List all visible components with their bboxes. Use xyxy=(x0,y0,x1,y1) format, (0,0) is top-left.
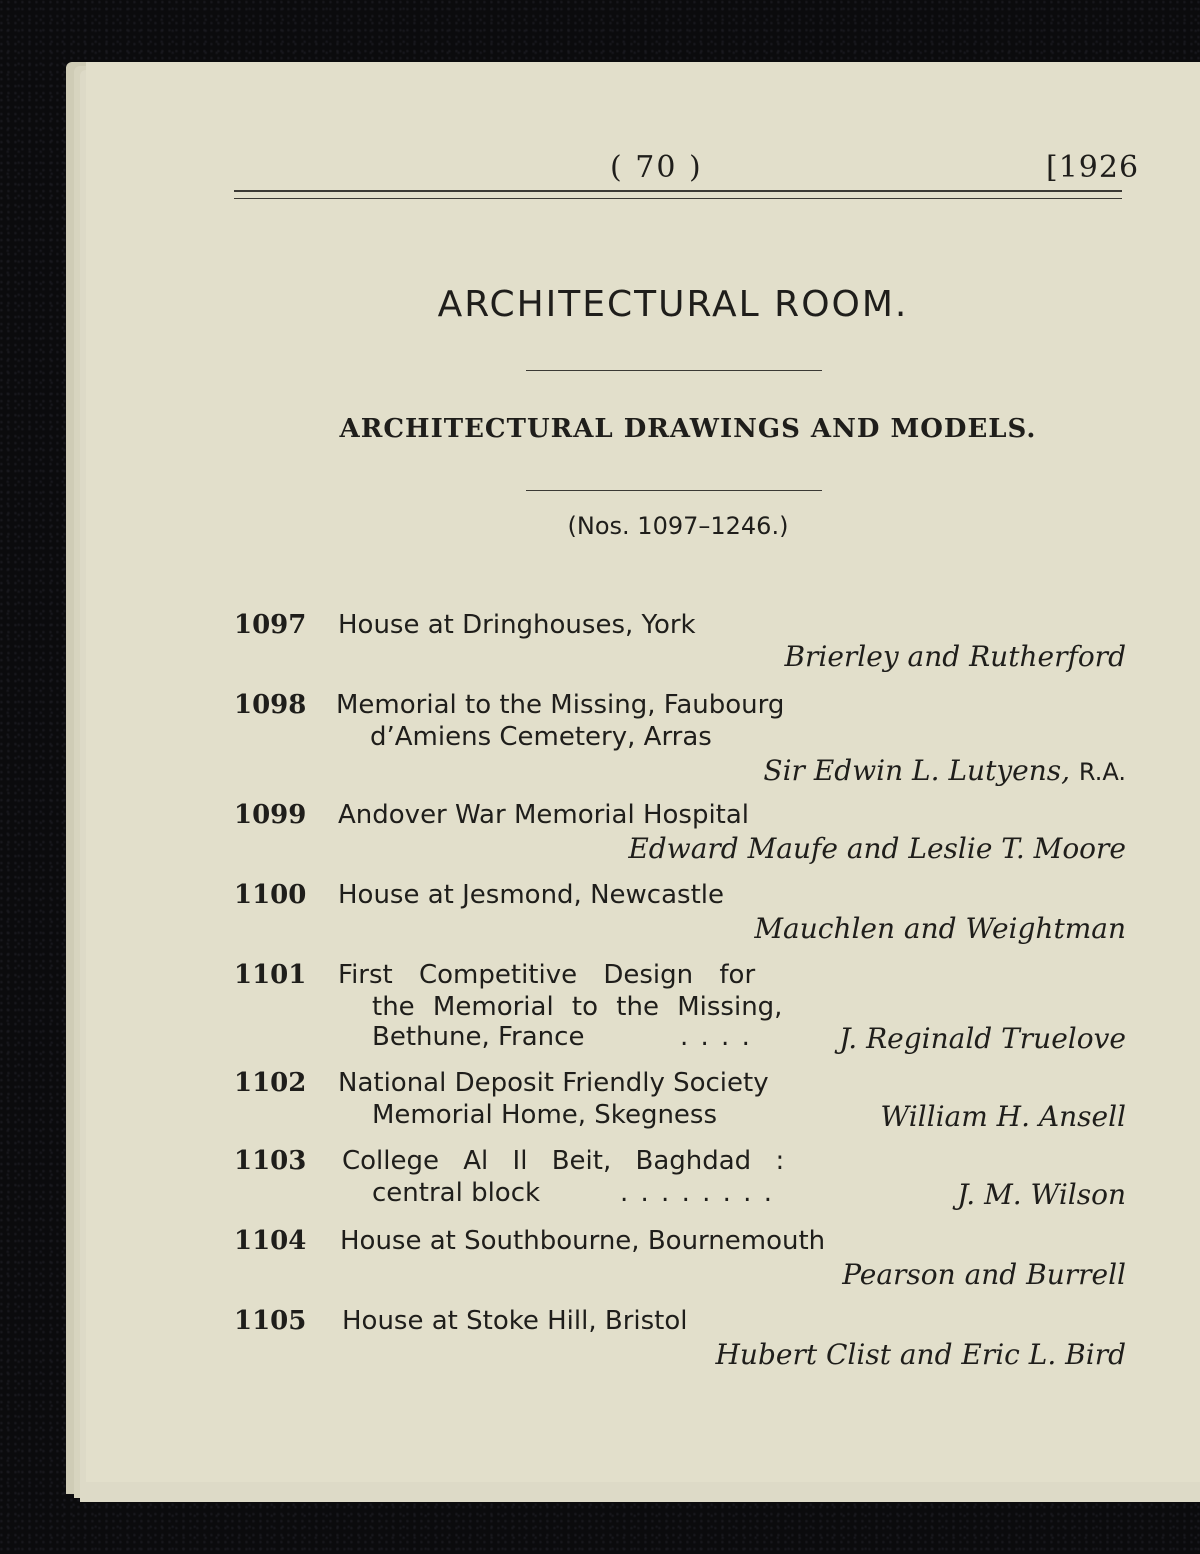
divider-rule-2 xyxy=(526,490,822,491)
catalogue-number: 1099 xyxy=(234,800,307,830)
artist-name-text: Sir Edwin L. Lutyens, xyxy=(763,754,1071,787)
artist-name: Mauchlen and Weightman xyxy=(754,912,1126,945)
entry-title-line: d’Amiens Cemetery, Arras xyxy=(370,722,712,752)
room-title: ARCHITECTURAL ROOM. xyxy=(437,284,909,325)
catalogue-number: 1097 xyxy=(234,610,307,640)
entry-title-line: central block xyxy=(372,1178,541,1208)
entry-title-line: House at Stoke Hill, Bristol xyxy=(342,1306,688,1336)
entry-title-line: House at Dringhouses, York xyxy=(338,610,696,640)
page-number: ( 70 ) xyxy=(610,150,703,185)
artist-name: Pearson and Burrell xyxy=(842,1258,1126,1291)
entry-title-line: National Deposit Friendly Society xyxy=(338,1068,769,1098)
entry-title-line: Memorial Home, Skegness xyxy=(372,1100,718,1130)
catalogue-page xyxy=(86,62,1200,1482)
running-head xyxy=(86,150,1200,190)
catalogue-number: 1104 xyxy=(234,1226,307,1256)
year-marker: [1926 xyxy=(1046,150,1140,185)
entry-title-line: Bethune, France xyxy=(372,1022,585,1052)
artist-name: Edward Maufe and Leslie T. Moore xyxy=(628,832,1126,865)
catalogue-number: 1101 xyxy=(234,960,307,990)
divider-rule-1 xyxy=(526,370,822,371)
artist-name xyxy=(763,754,1126,787)
artist-honour-suffix: R.A. xyxy=(1078,758,1126,786)
entry-title-line: the Memorial to the Missing, xyxy=(372,992,783,1022)
artist-name: J. Reginald Truelove xyxy=(839,1022,1126,1055)
entry-title-line: House at Jesmond, Newcastle xyxy=(338,880,724,910)
section-title: ARCHITECTURAL DRAWINGS AND MODELS. xyxy=(339,414,1037,444)
entry-title-line: Andover War Memorial Hospital xyxy=(338,800,750,830)
catalogue-number: 1105 xyxy=(234,1306,307,1336)
dot-leader: . . . . xyxy=(680,1022,752,1052)
entry-title-line: First Competitive Design for xyxy=(338,960,756,990)
header-double-rule xyxy=(234,190,1122,199)
entry-title-line: Memorial to the Missing, Faubourg xyxy=(336,690,785,720)
catalogue-number: 1098 xyxy=(234,690,307,720)
artist-name: Hubert Clist and Eric L. Bird xyxy=(715,1338,1126,1371)
catalogue-number: 1102 xyxy=(234,1068,307,1098)
entry-title-line: House at Southbourne, Bournemouth xyxy=(340,1226,826,1256)
artist-name: Brierley and Rutherford xyxy=(784,640,1126,673)
catalogue-number: 1103 xyxy=(234,1146,307,1176)
number-range: (Nos. 1097–1246.) xyxy=(567,512,789,540)
dot-leader: . . . . . . . . xyxy=(620,1178,774,1208)
entry-title-line: College Al Il Beit, Baghdad : xyxy=(342,1146,785,1176)
artist-name: J. M. Wilson xyxy=(957,1178,1126,1211)
artist-name: William H. Ansell xyxy=(880,1100,1126,1133)
catalogue-number: 1100 xyxy=(234,880,307,910)
